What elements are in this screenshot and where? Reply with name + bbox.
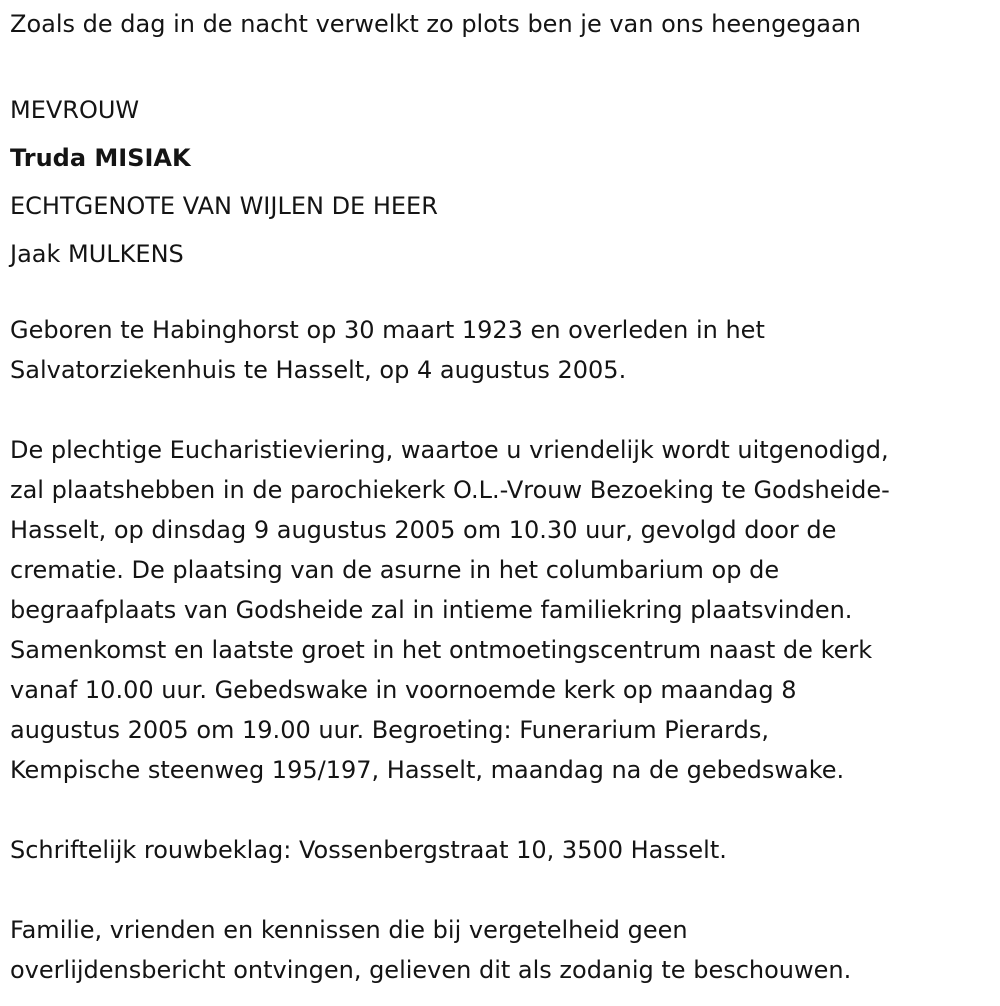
condolences-paragraph (10, 830, 995, 870)
spacer (10, 44, 995, 86)
paragraph-line: overlijdensbericht ontvingen, gelieven dit als zodanig te beschouwen. (10, 956, 852, 984)
paragraph-line: vanaf 10.00 uur. Gebedswake in voornoemde kerk op maandag 8 (10, 676, 797, 704)
spacer (10, 870, 995, 910)
birth-death-paragraph (10, 310, 995, 390)
paragraph-line: Salvatorziekenhuis te Hasselt, op 4 augustus 2005. (10, 356, 627, 384)
paragraph-line: crematie. De plaatsing van de asurne in het columbarium op de (10, 556, 780, 584)
paragraph-line: augustus 2005 om 19.00 uur. Begroeting: Funerarium Pierards, (10, 716, 769, 744)
paragraph-line: Samenkomst en laatste groet in het ontmoetingscentrum naast de kerk (10, 636, 873, 664)
spacer (10, 790, 995, 830)
paragraph-line: Kempische steenweg 195/197, Hasselt, maandag na de gebedswake. (10, 756, 845, 784)
condolences-address: Schriftelijk rouwbeklag: Vossenbergstraat 10, 3500 Hasselt. (10, 836, 727, 864)
epitaph: Zoals de dag in de nacht verwelkt zo plots ben je van ons heengegaan (10, 10, 861, 38)
deceased-name: Truda MISIAK (10, 144, 191, 172)
paragraph-line: Geboren te Habinghorst op 30 maart 1923 en overleden in het (10, 316, 765, 344)
paragraph-line: Hasselt, op dinsdag 9 augustus 2005 om 10.30 uur, gevolgd door de (10, 516, 837, 544)
closing-paragraph (10, 910, 995, 990)
spacer (10, 278, 995, 310)
paragraph-line: Familie, vrienden en kennissen die bij vergetelheid geen (10, 916, 688, 944)
paragraph-line: De plechtige Eucharistieviering, waartoe u vriendelijk wordt uitgenodigd, (10, 436, 889, 464)
title-prefix: MEVROUW (10, 96, 140, 124)
relation-text: ECHTGENOTE VAN WIJLEN DE HEER (10, 192, 438, 220)
spacer (10, 390, 995, 430)
spouse-name: Jaak MULKENS (10, 240, 184, 268)
paragraph-line: zal plaatshebben in de parochiekerk O.L.-Vrouw Bezoeking te Godsheide- (10, 476, 890, 504)
obituary-notice (10, 0, 995, 990)
paragraph-line: begraafplaats van Godsheide zal in intieme familiekring plaatsvinden. (10, 596, 853, 624)
ceremony-paragraph (10, 430, 995, 790)
